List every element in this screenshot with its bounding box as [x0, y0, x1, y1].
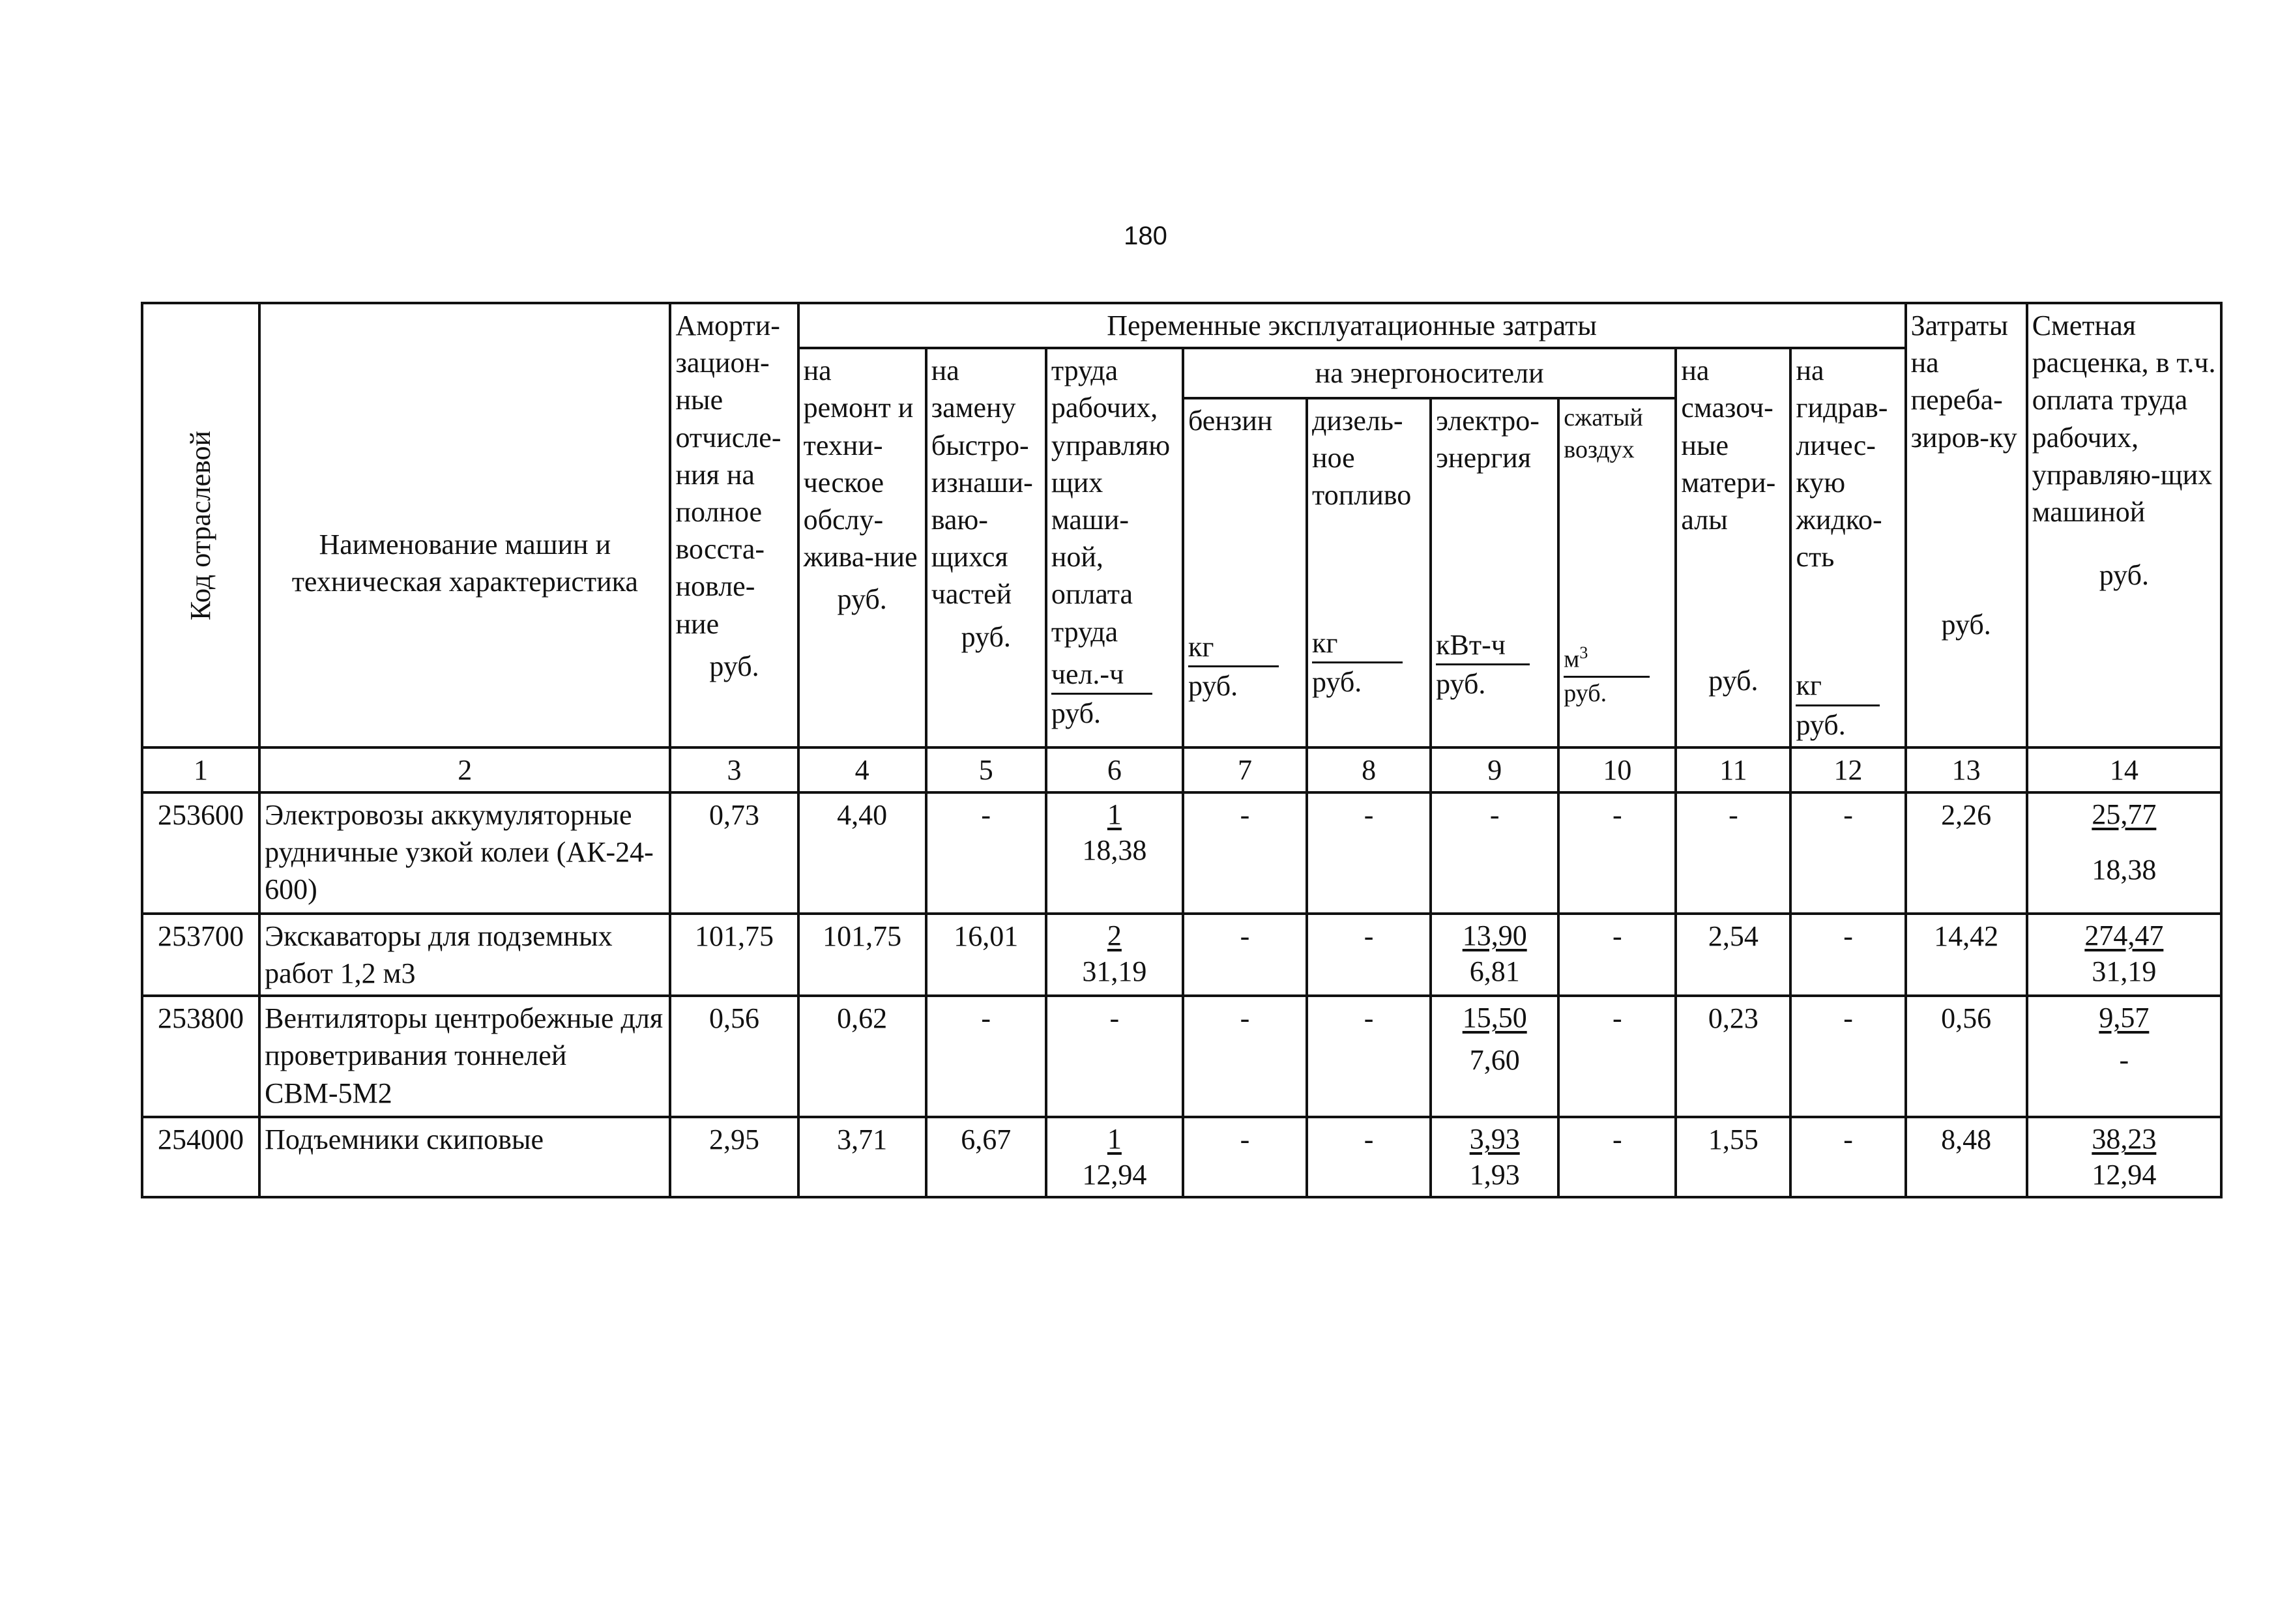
- header-relocation-unit: руб.: [1941, 608, 1991, 641]
- col-num: 14: [2027, 747, 2221, 792]
- header-parts-unit: руб.: [961, 620, 1011, 653]
- cell-petrol: -: [1183, 792, 1307, 914]
- machine-cost-table: [141, 302, 2223, 1198]
- cell-labor: -: [1046, 996, 1183, 1117]
- row-name: Экскаваторы для подземных работ 1,2 м3: [259, 914, 670, 996]
- header-petrol: бензин кг руб.: [1183, 398, 1307, 747]
- cell-petrol: -: [1183, 996, 1307, 1117]
- cell-hydraulic: -: [1790, 792, 1905, 914]
- cell-lubricants: 0,23: [1676, 996, 1790, 1117]
- col-num: 4: [798, 747, 926, 792]
- cell-lubricants: 1,55: [1676, 1117, 1790, 1197]
- col-num: 3: [670, 747, 798, 792]
- header-electric-unit: кВт-ч руб.: [1436, 626, 1553, 703]
- cell-repair: 0,62: [798, 996, 926, 1117]
- header-compressed-air: сжатый воздух $м^3$ руб.: [1558, 398, 1676, 747]
- cell-labor: $\frac{1}{12,94}$: [1046, 1117, 1183, 1197]
- cell-compressed-air: -: [1558, 1117, 1676, 1197]
- row-code: 253800: [142, 996, 259, 1117]
- row-code: 253600: [142, 792, 259, 914]
- header-estimate: Сметная расценка, в т.ч. оплата труда рабочих, управляю-щих машиной руб.: [2027, 303, 2221, 747]
- header-name: Наименование машин и техническая характеристика: [259, 303, 670, 747]
- cell-estimate: $\frac{9,57}{-}$: [2027, 996, 2221, 1117]
- header-hydraulic-unit: кг руб.: [1796, 667, 1900, 743]
- cell-petrol: -: [1183, 914, 1307, 996]
- column-number-row: [142, 747, 2221, 792]
- cell-lubricants: -: [1676, 792, 1790, 914]
- cell-relocation: 8,48: [1906, 1117, 2027, 1197]
- header-air-unit: $м^3$ руб.: [1564, 642, 1671, 710]
- cell-compressed-air: -: [1558, 996, 1676, 1117]
- header-repair-unit: руб.: [837, 583, 887, 616]
- cell-amortization: 0,56: [670, 996, 798, 1117]
- cell-hydraulic: -: [1790, 996, 1905, 1117]
- col-num: 10: [1558, 747, 1676, 792]
- header-code-text: Код отраслевой: [184, 430, 217, 620]
- col-num: 6: [1046, 747, 1183, 792]
- cell-diesel: -: [1307, 1117, 1431, 1197]
- cell-amortization: 101,75: [670, 914, 798, 996]
- cell-diesel: -: [1307, 792, 1431, 914]
- cell-electric: $\frac{13,90}{6,81}$: [1431, 914, 1558, 996]
- row-name: Подъемники скиповые: [259, 1117, 670, 1197]
- header-electric: электро-энергия кВт-ч руб.: [1431, 398, 1558, 747]
- cell-electric: $\frac{15,50}{7,60}$: [1431, 996, 1558, 1117]
- cell-compressed-air: -: [1558, 914, 1676, 996]
- cell-parts: -: [926, 996, 1046, 1117]
- cell-parts: 6,67: [926, 1117, 1046, 1197]
- header-hydraulic: на гидрав-личес-кую жидко-сть кг руб.: [1790, 348, 1905, 747]
- col-num: 7: [1183, 747, 1307, 792]
- cell-estimate: $\frac{274,47}{31,19}$: [2027, 914, 2221, 996]
- cell-diesel: -: [1307, 996, 1431, 1117]
- cell-petrol: -: [1183, 1117, 1307, 1197]
- cell-amortization: 2,95: [670, 1117, 798, 1197]
- header-variable-costs: Переменные эксплуатационные затраты: [798, 303, 1906, 348]
- header-row-1: [142, 303, 2221, 348]
- cell-relocation: 2,26: [1906, 792, 2027, 914]
- cell-labor: $\frac{1}{18,38}$: [1046, 792, 1183, 914]
- col-num: 11: [1676, 747, 1790, 792]
- cell-hydraulic: -: [1790, 1117, 1905, 1197]
- cell-estimate: $\frac{25,77}{18,38}$: [2027, 792, 2221, 914]
- cell-amortization: 0,73: [670, 792, 798, 914]
- cell-hydraulic: -: [1790, 914, 1905, 996]
- table-row: [142, 792, 2221, 914]
- cell-parts: 16,01: [926, 914, 1046, 996]
- row-code: 253700: [142, 914, 259, 996]
- cell-parts: -: [926, 792, 1046, 914]
- cell-repair: 3,71: [798, 1117, 926, 1197]
- col-num: 8: [1307, 747, 1431, 792]
- table-row: [142, 914, 2221, 996]
- header-code: [142, 303, 259, 747]
- header-estimate-unit: руб.: [2099, 559, 2149, 592]
- header-labor-unit: чел.-ч руб.: [1051, 656, 1178, 732]
- row-code: 254000: [142, 1117, 259, 1197]
- cell-labor: $\frac{2}{31,19}$: [1046, 914, 1183, 996]
- header-amortization-unit: руб.: [709, 650, 759, 682]
- header-diesel: дизель-ное топливо кг руб.: [1307, 398, 1431, 747]
- col-num: 12: [1790, 747, 1905, 792]
- col-num: 1: [142, 747, 259, 792]
- cell-compressed-air: -: [1558, 792, 1676, 914]
- cell-electric: $\frac{3,93}{1,93}$: [1431, 1117, 1558, 1197]
- table-row: [142, 996, 2221, 1117]
- cell-repair: 101,75: [798, 914, 926, 996]
- header-petrol-unit: кг руб.: [1188, 628, 1302, 704]
- cell-relocation: 0,56: [1906, 996, 2027, 1117]
- cell-lubricants: 2,54: [1676, 914, 1790, 996]
- col-num: 13: [1906, 747, 2027, 792]
- header-diesel-unit: кг руб.: [1312, 624, 1425, 701]
- col-num: 9: [1431, 747, 1558, 792]
- header-relocation: Затраты на переба-зиров-ку руб.: [1906, 303, 2027, 747]
- header-amortization: Аморти-зацион-ные отчисле-ния на полное восста-новле-ние руб.: [670, 303, 798, 747]
- header-labor: труда рабочих, управляю щих маши-ной, оплата труда чел.-ч руб.: [1046, 348, 1183, 747]
- header-repair: на ремонт и техни-ческое обслу-жива-ние руб.: [798, 348, 926, 747]
- col-num: 2: [259, 747, 670, 792]
- cell-estimate: $\frac{38,23}{12,94}$: [2027, 1117, 2221, 1197]
- header-lubricants: на смазоч-ные матери-алы руб.: [1676, 348, 1790, 747]
- header-energy: на энергоносители: [1183, 348, 1676, 398]
- page-number: 180: [1124, 222, 1167, 250]
- cell-diesel: -: [1307, 914, 1431, 996]
- cell-electric: -: [1431, 792, 1558, 914]
- row-name: Электровозы аккумуляторные рудничные узкой колеи (АК-24-600): [259, 792, 670, 914]
- table-row: [142, 1117, 2221, 1197]
- cell-repair: 4,40: [798, 792, 926, 914]
- col-num: 5: [926, 747, 1046, 792]
- header-lubricants-unit: руб.: [1708, 665, 1758, 697]
- cell-relocation: 14,42: [1906, 914, 2027, 996]
- row-name: Вентиляторы центробежные для проветривания тоннелей СВМ-5М2: [259, 996, 670, 1117]
- header-parts: на замену быстро-изнаши-ваю-щихся частей руб.: [926, 348, 1046, 747]
